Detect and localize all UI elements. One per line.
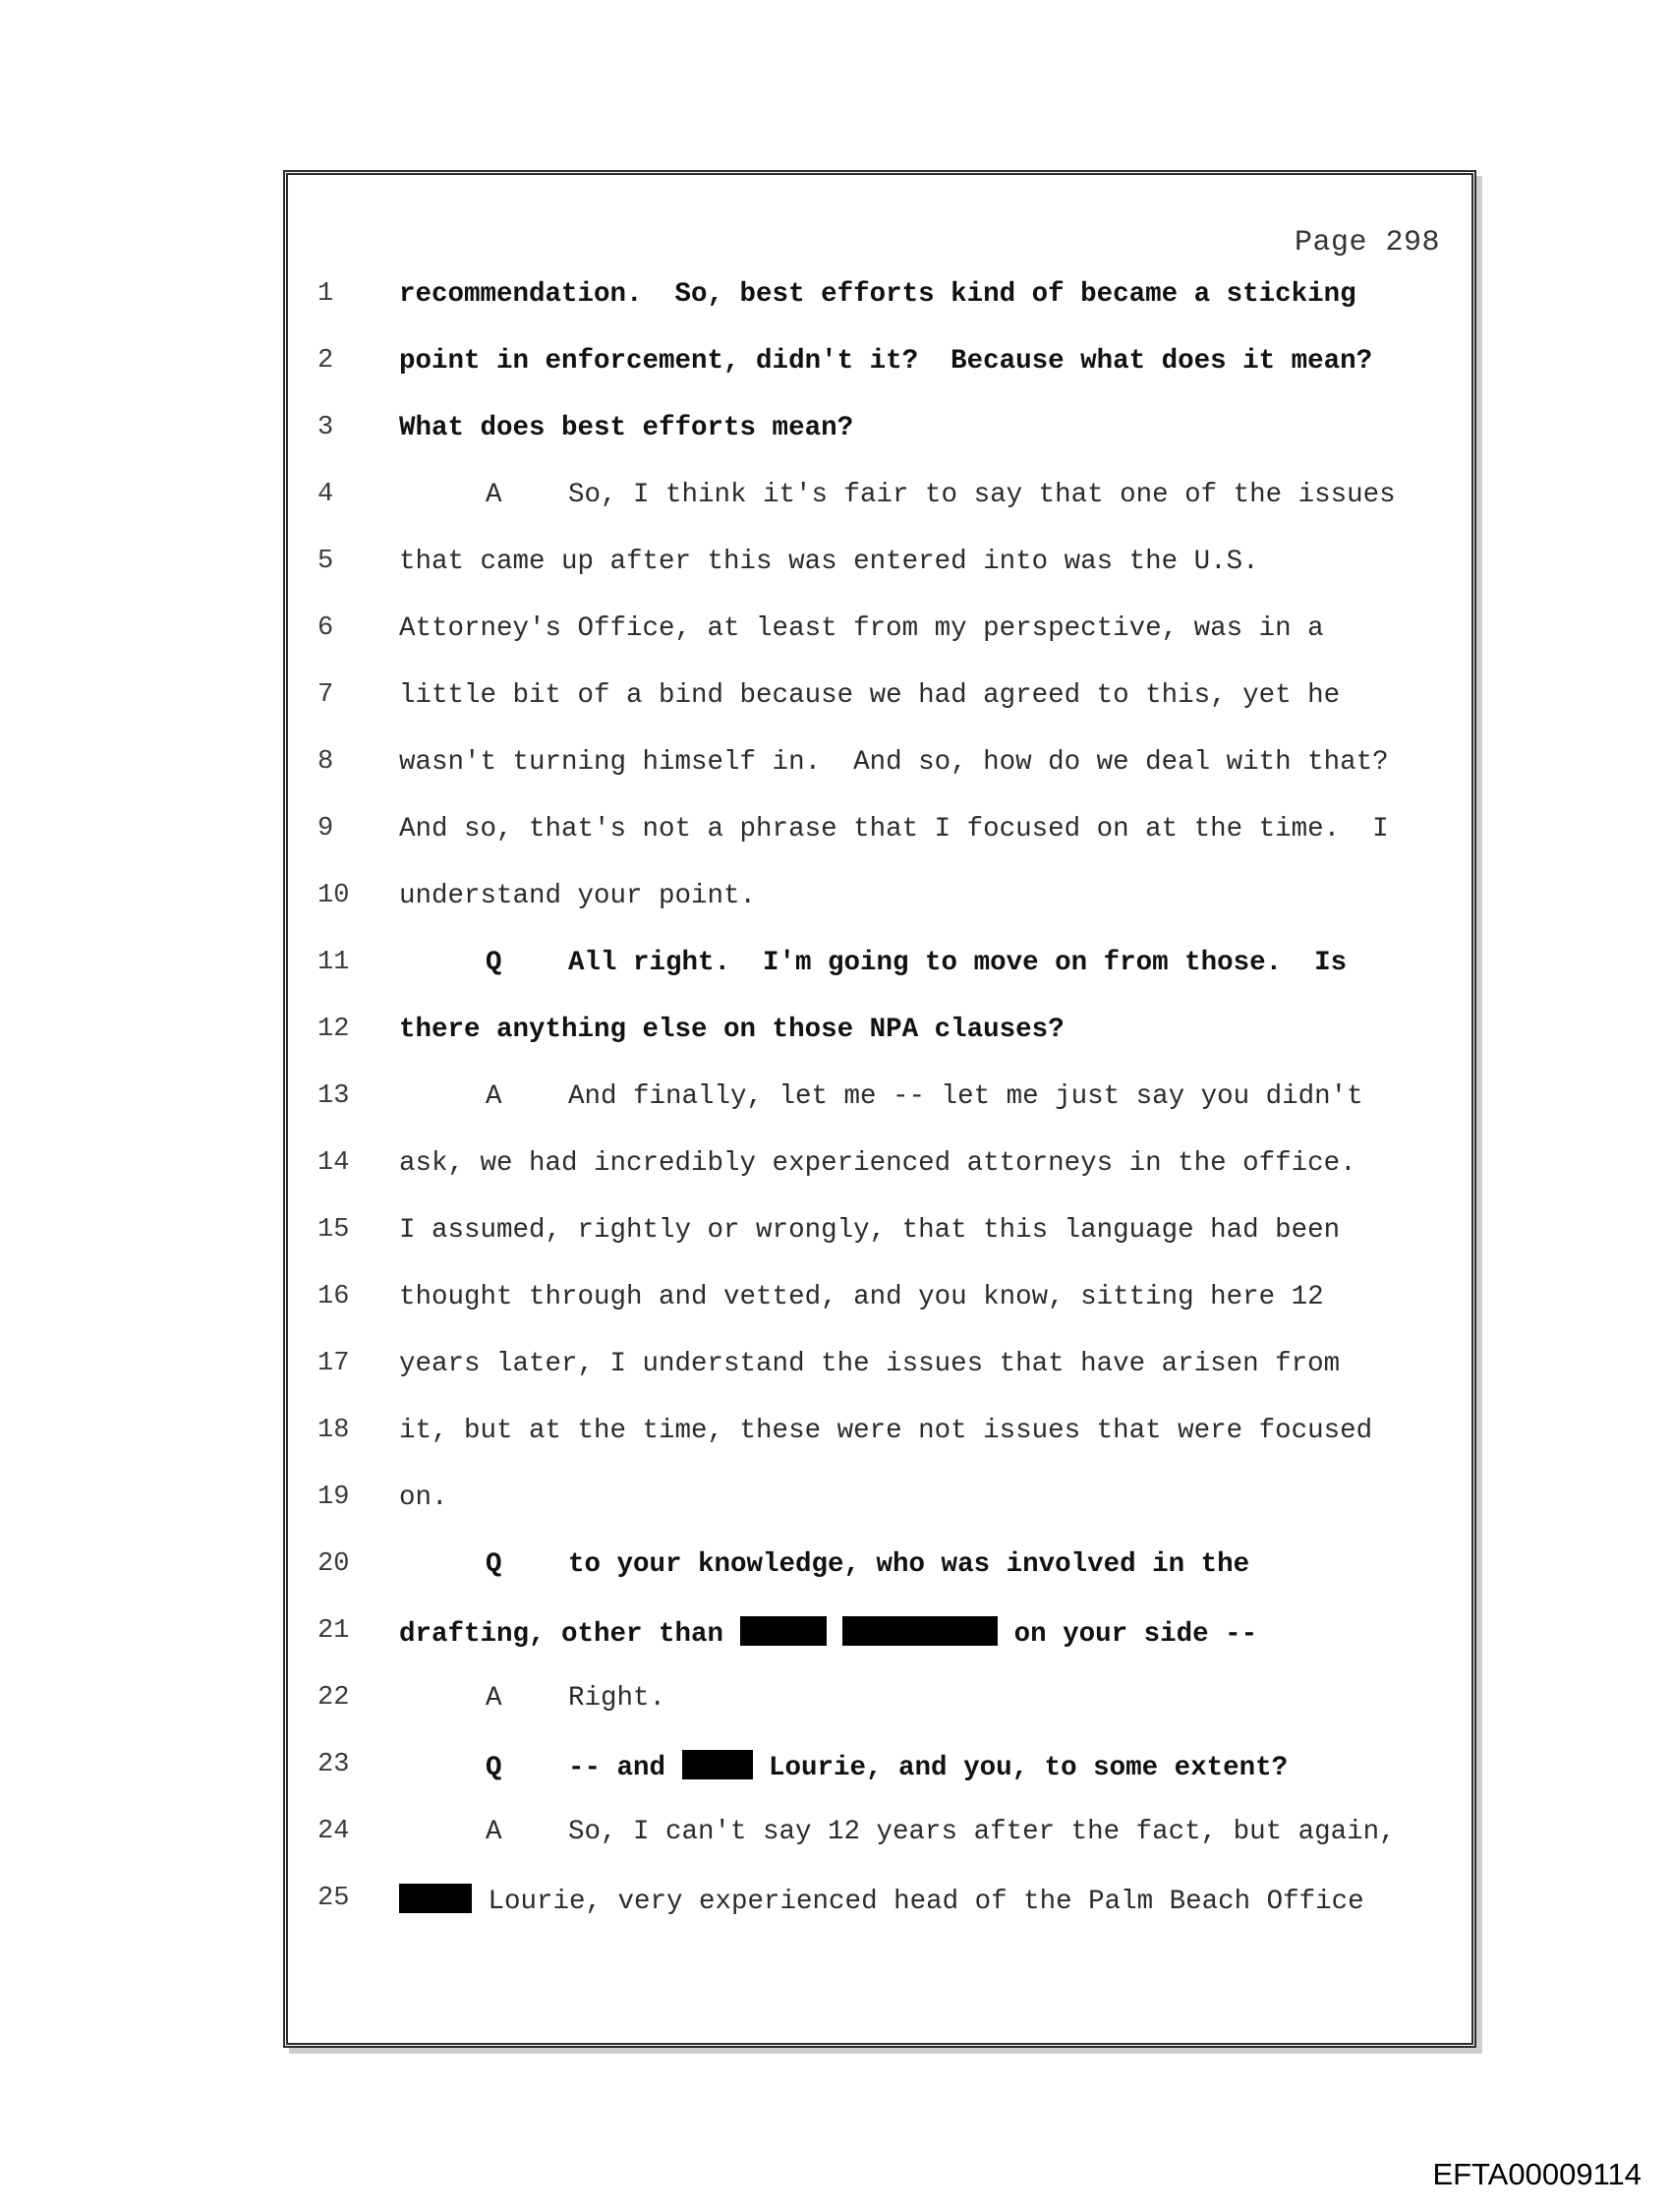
line-number: 6 (317, 613, 334, 643)
line-content-after-redaction: on your side -- (998, 1619, 1258, 1650)
line-text: wasn't turning himself in. And so, how do we deal with that? (399, 747, 1389, 778)
transcript-line (288, 547, 1471, 586)
line-number: 8 (317, 747, 334, 777)
speaker-label: A (486, 1817, 502, 1847)
line-number: 12 (317, 1015, 350, 1044)
transcript-line (288, 814, 1471, 853)
line-number: 17 (317, 1349, 350, 1378)
line-text (399, 1683, 665, 1714)
transcript-line (288, 1750, 1471, 1789)
line-text (399, 1750, 1288, 1783)
line-text: And so, that's not a phrase that I focused on at the time. I (399, 814, 1389, 844)
transcript-line (288, 613, 1471, 653)
line-number: 4 (317, 480, 334, 509)
line-number: 16 (317, 1282, 350, 1311)
line-text: ask, we had incredibly experienced attorneys in the office. (399, 1148, 1356, 1179)
line-text: point in enforcement, didn't it? Because what does it mean? (399, 346, 1373, 377)
speaker-label: A (486, 1683, 502, 1714)
line-number: 19 (317, 1483, 350, 1512)
line-text (399, 948, 1347, 978)
line-text: there anything else on those NPA clauses? (399, 1015, 1065, 1045)
transcript-line (288, 1282, 1471, 1321)
line-content-before-redaction: -- and (568, 1753, 682, 1783)
line-content-after-redaction: Lourie, very experienced head of the Palm Beach Office (472, 1887, 1364, 1917)
line-text: that came up after this was entered into was the U.S. (399, 547, 1259, 577)
speaker-label: Q (486, 1549, 502, 1580)
transcript-line (288, 1549, 1471, 1589)
line-content: to your knowledge, who was involved in the (568, 1549, 1250, 1580)
redaction-block (399, 1884, 472, 1913)
line-text (399, 1817, 1396, 1847)
transcript-page (283, 170, 1476, 2048)
line-text (399, 1081, 1363, 1112)
line-number: 18 (317, 1416, 350, 1445)
transcript-line (288, 1081, 1471, 1121)
transcript-line (288, 1683, 1471, 1722)
transcript-line (288, 1817, 1471, 1856)
line-text (399, 1549, 1249, 1580)
line-text: recommendation. So, best efforts kind of became a sticking (399, 279, 1356, 310)
line-number: 15 (317, 1215, 350, 1245)
speaker-label: Q (486, 948, 502, 978)
transcript-line (288, 1616, 1471, 1656)
line-content: So, I can't say 12 years after the fact, but again, (568, 1817, 1396, 1847)
line-number: 1 (317, 279, 334, 309)
line-content: And finally, let me -- let me just say you didn't (568, 1081, 1363, 1112)
line-text: What does best efforts mean? (399, 413, 854, 443)
speaker-label: Q (486, 1753, 502, 1783)
line-text: I assumed, rightly or wrongly, that this language had been (399, 1215, 1341, 1246)
line-content-after-redaction: Lourie, and you, to some extent? (752, 1753, 1289, 1783)
redaction-block (682, 1750, 753, 1779)
speaker-label: A (486, 480, 502, 510)
line-content: All right. I'm going to move on from those. Is (568, 948, 1348, 978)
line-number: 11 (317, 948, 350, 977)
line-number: 23 (317, 1750, 350, 1779)
line-text: Attorney's Office, at least from my perspective, was in a (399, 613, 1324, 644)
line-text (399, 1616, 1257, 1650)
line-number: 7 (317, 680, 334, 710)
line-number: 14 (317, 1148, 350, 1178)
transcript-line (288, 413, 1471, 452)
transcript-line (288, 680, 1471, 720)
redaction-block (842, 1616, 998, 1646)
transcript-line (288, 1215, 1471, 1254)
line-number: 21 (317, 1616, 350, 1646)
transcript-line (288, 881, 1471, 920)
line-number: 24 (317, 1817, 350, 1846)
redaction-block (740, 1616, 827, 1646)
transcript-line (288, 346, 1471, 385)
line-text: it, but at the time, these were not issues that were focused (399, 1416, 1373, 1446)
line-text: understand your point. (399, 881, 757, 911)
document-id: EFTA00009114 (1432, 2157, 1642, 2191)
transcript-line (288, 1015, 1471, 1054)
line-text: on. (399, 1483, 448, 1513)
line-content: Right. (568, 1683, 666, 1714)
line-text: little bit of a bind because we had agreed to this, yet he (399, 680, 1341, 711)
transcript-line (288, 747, 1471, 786)
line-number: 25 (317, 1884, 350, 1913)
line-number: 9 (317, 814, 334, 844)
transcript-line (288, 279, 1471, 319)
transcript-line (288, 948, 1471, 987)
line-number: 2 (317, 346, 334, 376)
transcript-line (288, 1416, 1471, 1455)
line-text (399, 480, 1396, 510)
line-text (399, 1884, 1364, 1917)
transcript-line (288, 1884, 1471, 1923)
line-number: 5 (317, 547, 334, 576)
line-text: years later, I understand the issues that have arisen from (399, 1349, 1341, 1379)
line-text: thought through and vetted, and you know, sitting here 12 (399, 1282, 1324, 1312)
transcript-line (288, 1483, 1471, 1522)
transcript-line (288, 1349, 1471, 1388)
line-content: So, I think it's fair to say that one of the issues (568, 480, 1396, 510)
line-number: 22 (317, 1683, 350, 1713)
line-number: 10 (317, 881, 350, 910)
line-number: 13 (317, 1081, 350, 1111)
transcript-line (288, 1148, 1471, 1188)
line-number: 20 (317, 1549, 350, 1579)
speaker-label: A (486, 1081, 502, 1112)
transcript-line (288, 480, 1471, 519)
line-number: 3 (317, 413, 334, 442)
line-content-before-redaction: drafting, other than (399, 1619, 740, 1650)
page-number: Page 298 (1294, 226, 1440, 260)
